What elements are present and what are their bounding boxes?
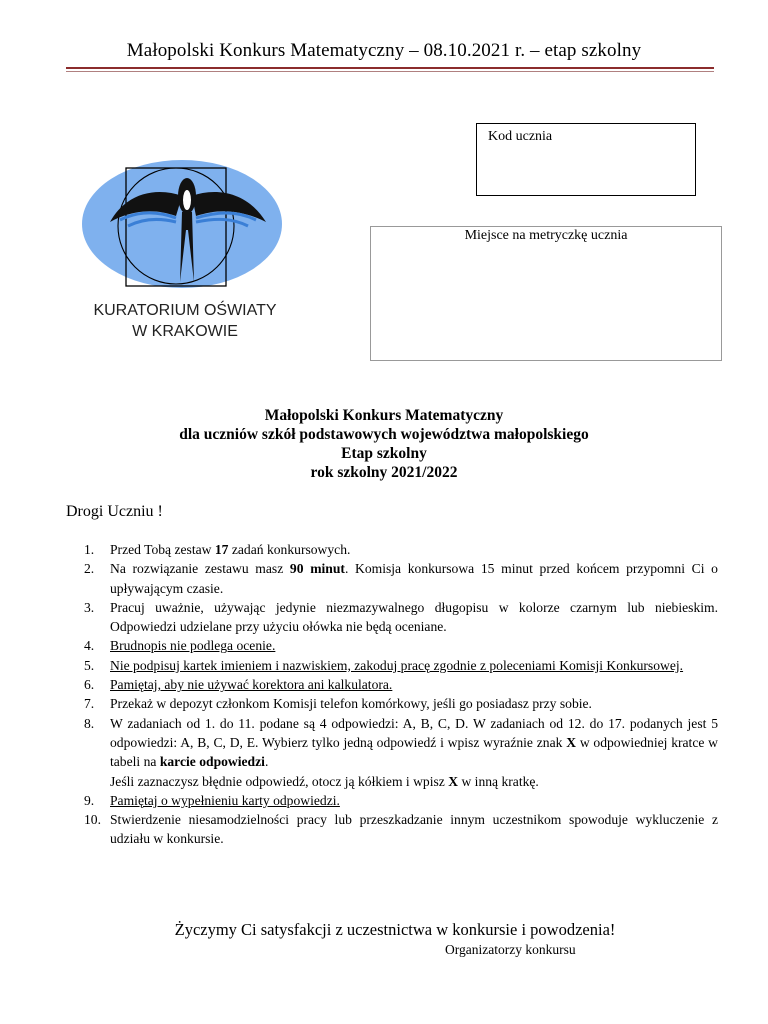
signature: Organizatorzy konkursu bbox=[445, 942, 576, 957]
rule-text-bold: 90 minut bbox=[289, 561, 345, 577]
rule-text-bold: X bbox=[448, 773, 459, 789]
rule-text-part: Przed Tobą zestaw bbox=[110, 542, 215, 557]
rule-number: 7. bbox=[84, 696, 95, 712]
rule-number: 2. bbox=[84, 561, 95, 577]
rule-text-bold: karcie odpowiedzi bbox=[159, 754, 265, 770]
rule-text: Pamiętaj o wypełnieniu karty odpowiedzi. bbox=[110, 792, 340, 808]
rule-number: 1. bbox=[84, 542, 95, 557]
rule-2 bbox=[84, 559, 718, 598]
rule-5 bbox=[84, 656, 718, 675]
logo-line-2: W KRAKOWIE bbox=[132, 323, 238, 340]
rule-number: 5. bbox=[84, 657, 95, 673]
rule-6 bbox=[84, 675, 718, 694]
rule-text: Pracuj uważnie, używając jedynie niezmazywalnego długopisu w kolorze czarnym lub niebieskim. Odpowiedzi udzielane przy użyciu ołówka nie będą oceniane. bbox=[110, 599, 718, 635]
closing-wish: Życzymy Ci satysfakcji z uczestnictwa w konkursie i powodzenia! bbox=[174, 920, 616, 939]
title-line-1: Małopolski Konkurs Matematyczny bbox=[264, 407, 504, 424]
rule-text-part: . Komisja konkursowa 15 minut przed końcem przypomni Ci o upływającym czasie. bbox=[110, 561, 718, 596]
title-line-2: dla uczniów szkół podstawowych województwa małopolskiego bbox=[179, 426, 589, 443]
rule-number: 4. bbox=[84, 638, 95, 654]
metryczka-box[interactable] bbox=[370, 226, 722, 361]
rule-text-part: Na rozwiązanie zestawu masz bbox=[110, 561, 290, 577]
rule-text-bold: 17 bbox=[214, 542, 229, 557]
kod-ucznia-label: Kod ucznia bbox=[488, 129, 553, 144]
logo-line-1: KURATORIUM OŚWIATY bbox=[93, 302, 277, 319]
rule-text: Stwierdzenie niesamodzielności pracy lub przeszkadzanie innym uczestnikom spowoduje wykluczenie z udziału w konkursie. bbox=[110, 812, 718, 847]
rules-list bbox=[84, 540, 718, 849]
rule-number: 3. bbox=[84, 599, 95, 615]
header-rule bbox=[66, 67, 714, 69]
logo-text bbox=[80, 300, 290, 342]
rule-7 bbox=[84, 694, 718, 713]
greeting: Drogi Uczniu ! bbox=[66, 503, 163, 520]
rule-text-part: W zadaniach od 1. do 11. podane są 4 odpowiedzi: A, B, C, D. W zadaniach od 12. do 17. podanych jest 5 odpowiedzi: A, B, C, D, E. Wybierz tylko jedną odpowiedź i wpisz wyraźnie znak bbox=[110, 715, 718, 750]
rule-number: 8. bbox=[84, 715, 95, 731]
rule-text-part: w inną kratkę. bbox=[458, 773, 539, 789]
page-header: Małopolski Konkurs Matematyczny – 08.10.2021 r. – etap szkolny bbox=[126, 40, 642, 61]
rule-text bbox=[110, 559, 718, 598]
rule-1 bbox=[84, 540, 718, 559]
rule-text: Brudnopis nie podlega ocenie. bbox=[110, 638, 276, 654]
rule-text: Pamiętaj, aby nie używać korektora ani kalkulatora. bbox=[110, 677, 393, 693]
rule-text-part: . bbox=[264, 754, 269, 770]
kod-ucznia-box[interactable] bbox=[476, 123, 696, 196]
rule-number: 9. bbox=[84, 792, 95, 808]
rule-number: 6. bbox=[84, 677, 95, 693]
header-rule-thin bbox=[66, 71, 714, 72]
rule-3 bbox=[84, 598, 718, 637]
rule-9 bbox=[84, 791, 718, 810]
rule-text bbox=[110, 714, 718, 791]
rule-4 bbox=[84, 636, 718, 655]
rule-text bbox=[110, 540, 718, 559]
rule-text: Przekaż w depozyt członkom Komisji telefon komórkowy, jeśli go posiadasz przy sobie. bbox=[110, 696, 592, 712]
rule-number: 10. bbox=[84, 812, 101, 828]
rule-8 bbox=[84, 714, 718, 791]
rule-text-bold: X bbox=[566, 734, 577, 750]
rule-text: Nie podpisuj kartek imieniem i nazwiskiem, zakoduj pracę zgodnie z poleceniami Komisji Konkursowej. bbox=[110, 657, 684, 673]
document-title bbox=[0, 406, 768, 482]
title-line-3: Etap szkolny bbox=[341, 445, 427, 462]
rule-text-part: zadań konkursowych. bbox=[228, 542, 351, 557]
rule-text-part: Jeśli zaznaczysz błędnie odpowiedź, otocz ją kółkiem i wpisz bbox=[110, 773, 449, 789]
rule-text-part: w odpowiedniej kratce w tabeli na bbox=[110, 734, 718, 770]
rule-10 bbox=[84, 810, 718, 849]
title-line-4: rok szkolny 2021/2022 bbox=[310, 464, 458, 481]
metryczka-label: Miejsce na metryczkę ucznia bbox=[464, 228, 628, 243]
